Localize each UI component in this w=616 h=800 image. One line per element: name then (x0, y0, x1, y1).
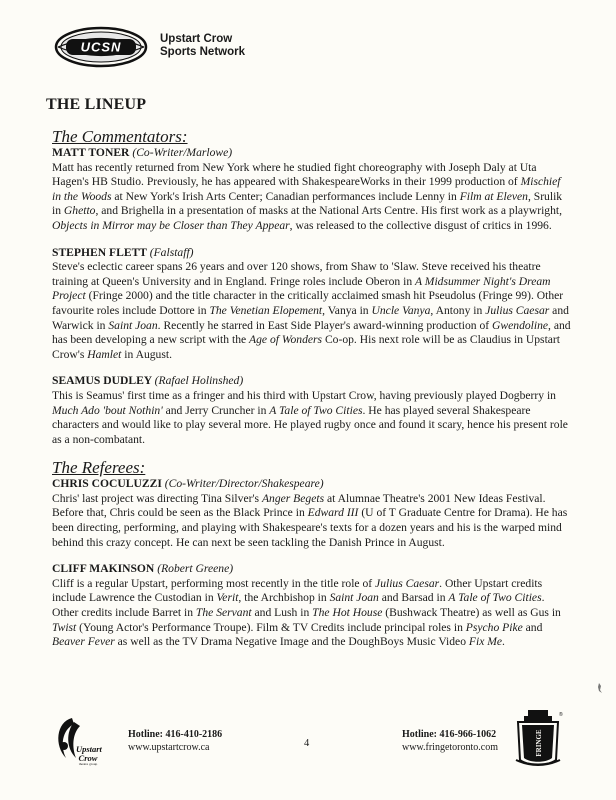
person-role: (Falstaff) (149, 245, 194, 259)
bio-title: Ghetto (63, 204, 96, 218)
bio-title: Age of Wonders (249, 333, 323, 347)
svg-text:®: ® (559, 712, 563, 718)
bio-title: The Venetian Elopement (209, 303, 323, 317)
bio-title: Gwendoline (492, 318, 549, 332)
person-entry (52, 246, 572, 363)
bio-text: . Recently he starred in East Side Player's award-winning production of (157, 318, 493, 332)
org-name-line2: Sports Network (160, 46, 245, 58)
bio-text: and Barsad in (378, 591, 449, 605)
bio-text: and (522, 620, 543, 634)
bio-text: Cliff is a regular Upstart, performing most recently in the title role of (52, 576, 376, 590)
person-name-line (52, 146, 572, 161)
section-heading: The Referees: (52, 458, 146, 478)
bio-text: in August. (121, 347, 172, 361)
person-name: MATT TONER (52, 146, 130, 159)
person-name-line (52, 562, 572, 577)
person-role: (Co-Writer/Director/Shakespeare) (164, 477, 324, 491)
person-name: CLIFF MAKINSON (52, 562, 155, 576)
bio-title: Mischief in the Woods (52, 175, 561, 203)
person-bio (52, 389, 572, 447)
bio-text: , and has been developing a new script with the (52, 318, 571, 347)
fringe-festival-logo (512, 708, 564, 770)
bio-text: . (502, 635, 505, 649)
bio-title: Twist (52, 620, 77, 634)
bio-title: Hamlet (87, 347, 122, 361)
upstart-crow-logo-text: Upstart Crow (75, 744, 102, 763)
person-name-line (52, 374, 572, 389)
bio-text: at Alumnae Theatre's 2001 New Ideas Festival. Before that, Chris could be seen as the Black Prince in (52, 491, 546, 520)
bio-text: , Antony in (430, 303, 486, 317)
bio-title: Fix Me (468, 635, 503, 649)
bio-title: Beaver Fever (52, 635, 115, 649)
bio-title: The Hot House (312, 606, 383, 620)
bio-text: as well as the TV Drama Negative Image and the DoughBoys Music Video (114, 635, 469, 649)
person-bio (52, 161, 572, 234)
ucsn-logo (54, 26, 148, 68)
bio-text: (U of T Graduate Centre for Drama). He has been directing, performing, and playing with Shakespeare's texts for a dozen years and his is the warped mind behind this crazy concept. He can next be seen tackling the Danish Prince in August. (52, 506, 568, 549)
bio-title: Julius Caesar (485, 303, 550, 317)
bio-title: A Midsummer Night's Dream Project (52, 274, 551, 303)
upstart-crow-contact (128, 728, 222, 754)
person-entry (52, 562, 572, 650)
page-number: 4 (304, 738, 310, 749)
bio-text: , the Archbishop in (238, 591, 330, 605)
person-entry (52, 374, 572, 447)
bio-text: and Lush in (251, 606, 313, 620)
person-name: CHRIS COCULUZZI (52, 477, 162, 491)
fringe-url[interactable]: www.fringetoronto.com (402, 742, 498, 753)
person-entry (52, 477, 572, 550)
person-name-line (52, 477, 572, 492)
bio-title: A Tale of Two Cities (448, 591, 542, 605)
bio-text: . Other credits include Barret in (52, 591, 545, 620)
upstart-crow-url[interactable]: www.upstartcrow.ca (128, 742, 210, 753)
page-title: THE LINEUP (46, 96, 147, 113)
bio-text: This is Seamus' first time as a fringer and his third with Upstart Crow, having previously played Dogberry in (52, 388, 556, 402)
person-name: SEAMUS DUDLEY (52, 374, 152, 388)
paper-speck (596, 682, 606, 694)
bio-title: Saint Joan (108, 318, 158, 332)
bio-text: Co-op. His next role will be as Claudius in Upstart Crow's (52, 333, 561, 361)
org-name-line1: Upstart Crow (160, 33, 233, 45)
bio-text: , Srulik in (52, 189, 563, 218)
person-role: (Robert Greene) (157, 562, 234, 576)
bio-text: . Other Upstart credits include Lawrence the Custodian in (52, 576, 543, 605)
person-bio (52, 260, 572, 362)
bio-title: Uncle Vanya (371, 303, 431, 317)
bio-text: and Jerry Cruncher in (162, 403, 270, 417)
person-role: (Rafael Holinshed) (154, 374, 244, 388)
org-name (160, 33, 245, 59)
bio-text: at New York's Irish Arts Center; Canadian performances include Lenny in (111, 189, 460, 203)
bio-title: Much Ado 'bout Nothin' (52, 403, 163, 417)
fringe-contact (402, 728, 498, 754)
bio-title: The Servant (195, 606, 252, 620)
person-name: STEPHEN FLETT (52, 245, 147, 259)
bio-text: Matt has recently returned from New York where he studied fight choreography with Joseph Daly at Uta Hagen's HB Studio. Previously, he has appeared with ShakespeareWorks in their 1999 production of (52, 160, 537, 189)
bio-text: , Vanya in (322, 303, 372, 317)
bio-title: Psycho Pike (465, 620, 523, 634)
person-name-line (52, 246, 572, 261)
person-entry (52, 146, 572, 234)
bio-text: (Fringe 2000) and the title character in the critically acclaimed smash hit Pseudolus (Fringe 99). Other favourite roles include Dottore in (52, 289, 564, 317)
person-bio (52, 492, 572, 550)
lineup-content (52, 128, 572, 662)
bio-title: Julius Caesar (375, 576, 440, 590)
fringe-hotline: Hotline: 416-966-1062 (402, 729, 497, 740)
upstart-crow-logo-subtext: theatre group (78, 762, 98, 766)
bio-text: . He has played several Shakespeare characters and would like to play several more. He played rugby once and found it scary, hence his present role as a non-combatant. (52, 403, 568, 446)
bio-text: Steve's eclectic career spans 26 years and over 120 shows, from Shaw to 'Slaw. Steve received his theatre training at Queen's University and in England. Fringe roles include Oberon in (52, 260, 541, 288)
person-role: (Co-Writer/Marlowe) (132, 146, 233, 159)
fringe-logo-text: FRINGE (535, 729, 543, 757)
bio-text: , and Brighella in a presentation of masks at the National Arts Centre. His first work as a playwright, (95, 204, 563, 218)
upstart-crow-logo (52, 712, 112, 768)
bio-text: (Bushwack Theatre) as well as Gus in (382, 606, 561, 620)
logo-lettering: UCSN (80, 39, 122, 55)
person-bio (52, 577, 572, 650)
bio-title: Film at Eleven (459, 189, 528, 203)
bio-text: Chris' last project was directing Tina Silver's (52, 491, 262, 505)
bio-text: , was released to the collective disgust of critics in 1996. (289, 218, 552, 232)
upstart-crow-hotline: Hotline: 416-410-2186 (128, 729, 223, 740)
bio-title: Edward III (307, 506, 359, 520)
bio-title: Anger Begets (261, 491, 325, 505)
bio-title: Verit (216, 591, 239, 605)
bio-title: A Tale of Two Cities (269, 403, 363, 417)
bio-title: Objects in Mirror may be Closer than They Appear (52, 218, 290, 232)
bio-title: Saint Joan (329, 591, 379, 605)
bio-text: (Young Actor's Performance Troupe). Film & TV Credits include principal roles in (76, 620, 466, 634)
bio-text: and Warwick in (52, 303, 569, 332)
section-heading: The Commentators: (52, 127, 188, 146)
